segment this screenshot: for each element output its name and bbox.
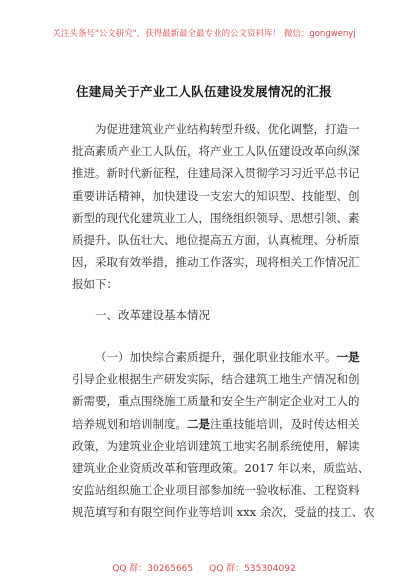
line-text: 注重技能培训，及时传达相关 [210,416,360,431]
subsection-line [72,413,360,435]
intro-line: 报如下： [72,277,118,292]
intro-line: 批高素质产业工人队伍，将产业工人队伍建设改革向纵深 [72,144,360,159]
footer-contacts [0,561,408,574]
qq-group-2: QQ 群：535304092 [209,564,296,574]
intro-line: 为促进建筑业产业结构转型升级、优化调整，打造一 [95,122,360,136]
intro-line: 质提升、队伍壮大、地位提高五方面，认真梳理、分析原 [72,233,360,248]
document-title: 住建局关于产业工人队伍建设发展情况的汇报 [75,84,332,99]
intro-line: 重要讲话精神，加快建设一支宏大的知识型、技能型、创 [72,188,360,203]
subsection-paragraph [72,346,375,524]
subsection-line: 建筑业企业资质改革和管理政策。2017 年以来，质监站、 [72,461,370,476]
bold-marker: 二是 [187,416,210,431]
subsection-heading: （一）加快综合素质提升，强化职业技能水平。 [95,350,337,364]
intro-line: 因，采取有效举措，推动工作落实，现将相关工作情况汇 [72,255,360,270]
subsection-line: 政策，为建筑业企业培训建筑工地实名制系统使用，解读 [72,438,360,453]
subsection-line: 规范填写和有限空间作业等培训 xxx 余次，受益的技工、农 [72,505,375,520]
subsection-line: 引导企业根据生产研发实际，结合建筑工地生产情况和创 [72,372,360,387]
subsection-line: 安监站组织施工企业项目部参加统一验收标准、工程资料 [72,483,360,498]
intro-line: 新型的现代化建筑业工人，围绕组织领导、思想引领、素 [72,210,360,225]
qq-group-1: QQ 群：30265665 [112,564,194,574]
intro-paragraph [72,118,360,296]
intro-line: 推进。新时代新征程，住建局深入贯彻学习习近平总书记 [72,166,360,181]
bold-marker: 一是 [336,350,360,364]
subsection-line [72,346,360,368]
line-text: 培养规划和培训制度。 [72,416,187,431]
subsection-line: 新需要，重点围绕施工质量和安全生产制定企业对工人的 [72,394,360,409]
section-heading: 一、改革建设基本情况 [95,308,210,322]
top-banner: 关注头条号"公文研究"，获得最新最全最专业的公文资料库！ 微信：gongwenyj [52,29,356,39]
